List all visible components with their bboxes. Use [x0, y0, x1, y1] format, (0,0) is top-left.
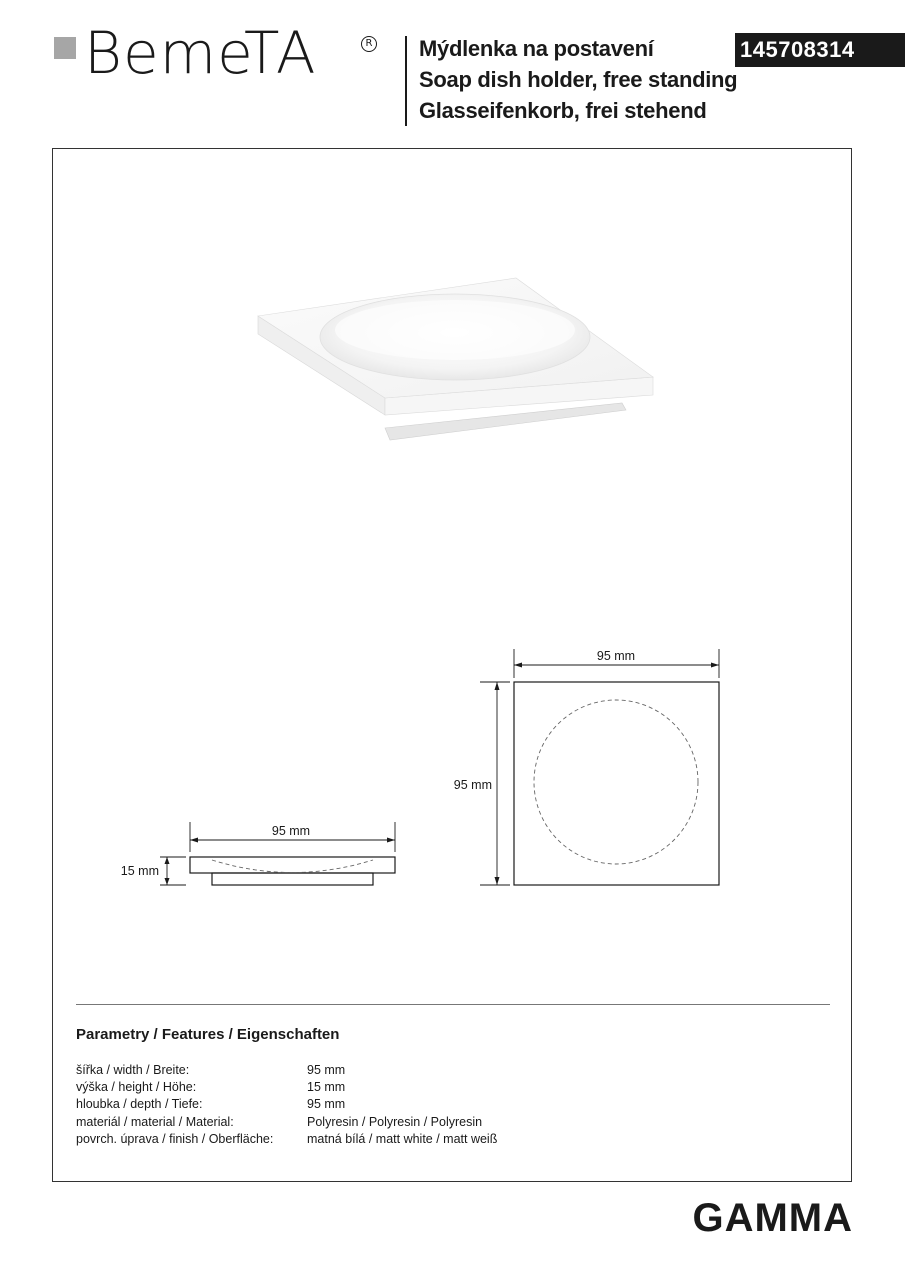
features-table: [76, 1062, 497, 1148]
feature-label: šířka / width / Breite:: [76, 1063, 190, 1077]
dim-side-width: 95 mm: [271, 824, 311, 838]
side-view-outline: [190, 857, 395, 873]
series-name: GAMMA: [692, 1196, 853, 1240]
feature-label: povrch. úprava / finish / Oberfläche:: [76, 1131, 274, 1146]
feature-label: materiál / material / Material:: [76, 1114, 234, 1129]
feature-row: [76, 1079, 497, 1096]
top-view-bowl: [534, 700, 698, 864]
dim-side-height: 15 mm: [120, 864, 159, 878]
features-divider: [76, 1004, 830, 1005]
feature-value: matná bílá / matt white / matt weiß: [307, 1131, 498, 1146]
feature-row: [76, 1114, 497, 1131]
feature-value: 15 mm: [307, 1080, 346, 1095]
product-code: 145708314: [735, 33, 905, 67]
dim-top-width: 95 mm: [596, 649, 636, 663]
title-en: Soap dish holder, free standing: [419, 67, 738, 92]
feature-value: 95 mm: [307, 1063, 346, 1077]
dim-top-height: 95 mm: [453, 778, 492, 792]
top-view-outline: [514, 682, 719, 885]
registered-mark: R: [361, 36, 377, 52]
feature-label: výška / height / Höhe:: [76, 1080, 197, 1095]
brand-logo: BemeTA: [84, 19, 317, 87]
feature-value: 95 mm: [307, 1097, 346, 1112]
features-heading: Parametry / Features / Eigenschaften: [76, 1026, 340, 1043]
feature-label: hloubka / depth / Tiefe:: [76, 1097, 203, 1112]
title-de: Glasseifenkorb, frei stehend: [419, 98, 707, 123]
feature-row: [76, 1096, 497, 1113]
title-cz: Mýdlenka na postavení: [419, 36, 654, 61]
feature-row: [76, 1131, 497, 1148]
side-view-foot: [212, 873, 373, 885]
feature-row: [76, 1062, 497, 1079]
feature-value: Polyresin / Polyresin / Polyresin: [307, 1114, 483, 1129]
